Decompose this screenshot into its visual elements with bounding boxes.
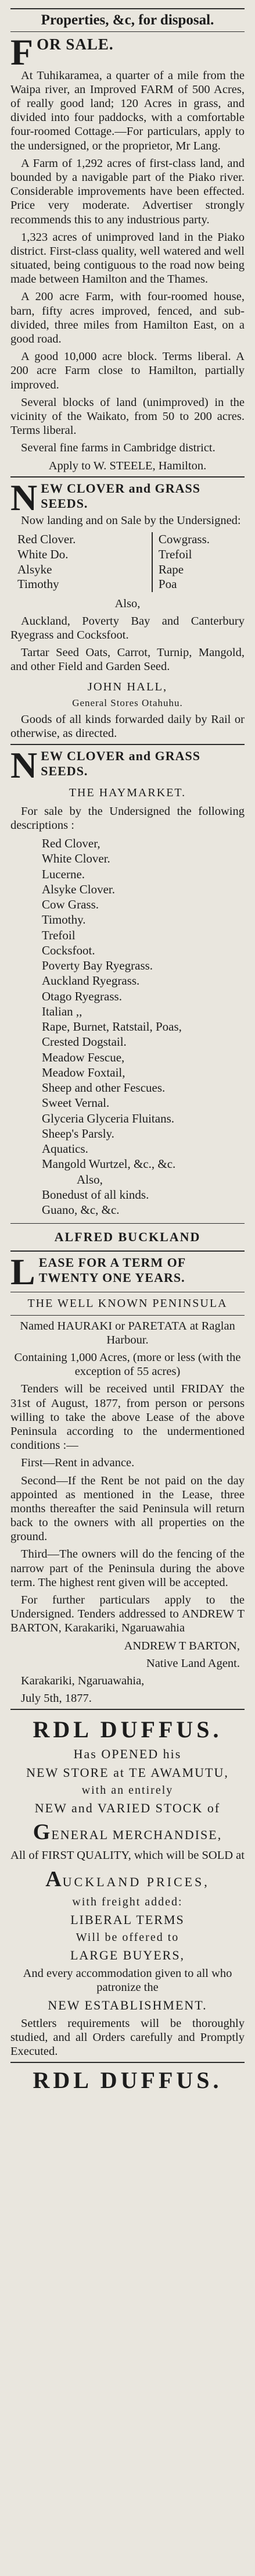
large-buyers: LARGE BUYERS, — [70, 1947, 185, 1962]
seed-item: Alsyke — [17, 562, 52, 576]
signer-title: Native Land Agent. — [146, 1656, 240, 1670]
property-paragraph: A good 10,000 acre block. Terms liberal. A 200 acre Farm close to Hamilton, partially improved. — [10, 350, 245, 391]
seed-item: Meadow Fescue, — [42, 1050, 125, 1064]
clover-heading — [10, 749, 245, 781]
quality-text: All of FIRST QUALITY, which will be SOLD at — [10, 1849, 245, 1862]
auckland-prices — [10, 1866, 245, 1892]
general-merchandise — [10, 1819, 245, 1845]
seed-item: Trefoil — [42, 928, 76, 942]
new-store: NEW STORE at TE AWAMUTU, — [26, 1765, 229, 1780]
peninsula-size: Containing 1,000 Acres, (more or less (with the exception of 55 acres) — [14, 1351, 241, 1378]
seed-column-right — [152, 532, 210, 592]
seed-item: Cocksfoot. — [42, 943, 95, 957]
place-line: Karakariki, Ngaruawahia, — [21, 1674, 145, 1687]
properties-title: Properties, &c, for disposal. — [41, 12, 214, 28]
seed-item: Sheep's Parsly. — [42, 1126, 114, 1141]
seed-item: Bonedust of all kinds. — [42, 1187, 149, 1202]
drop-cap: A — [45, 1866, 63, 1891]
seed-item: Poa — [158, 577, 177, 592]
clover-intro: For sale by the Undersigned the following descriptions : — [10, 804, 245, 832]
clover-heading — [10, 481, 245, 514]
new-varied-stock: NEW and VARIED STOCK of — [34, 1801, 221, 1816]
property-paragraph: Several blocks of land (unimproved) in the vicinity of the Waikato, from 50 to 200 acres. Terms liberal. — [10, 396, 245, 437]
lease-heading-text: EASE FOR A TERM OF TWENTY ONE YEARS. — [38, 1255, 186, 1285]
offered-text: Will be offered to — [76, 1930, 179, 1944]
with-entirely: with an entirely — [81, 1784, 174, 1797]
tenders-text: Tenders will be received until FRIDAY the 31st of August, 1877, from person or persons willing to take the above Lease of the above Peninsula according to the undermentioned conditions :— — [10, 1383, 245, 1452]
seed-item: Trefoil — [158, 547, 192, 561]
seed-item: Alsyke Clover. — [42, 882, 115, 896]
seed-item: Guano, &c, &c. — [42, 1203, 120, 1217]
property-paragraph: 1,323 acres of unimproved land in the Piako district. First-class quality, well watered and well situated, being contiguous to the road now being made between Hamilton and the Thames. — [10, 230, 245, 286]
seed-item: White Do. — [17, 547, 69, 561]
divider — [10, 476, 245, 478]
signer-title: General Stores Otahuhu. — [72, 697, 183, 708]
lease-ad — [10, 1255, 245, 1710]
condition-second: Second—If the Rent be not paid on the day appointed as mentioned in the Lease, three months thereafter the said Peninsula will return back to the owners with all properties on the ground. — [10, 1474, 245, 1544]
seed-item: Lucerne. — [42, 867, 85, 881]
drop-cap: N — [10, 480, 38, 514]
seed-item: Mangold Wurtzel, &c., &c. — [42, 1157, 176, 1171]
seed-item: White Clover. — [42, 851, 110, 866]
freight-text: with freight added: — [72, 1895, 183, 1908]
merchant-name-footer: RDL DUFFUS. — [33, 2067, 222, 2094]
liberal-terms: LIBERAL TERMS — [70, 1912, 185, 1927]
seed-item: Red Clover, — [42, 836, 100, 851]
seed-item: Auckland Ryegrass. — [42, 974, 140, 988]
general-merchandise-text: ENERAL MERCHANDISE, — [51, 1827, 222, 1843]
settlers-text: Settlers requirements will be thoroughly studied, and all Orders carefully and Promptly Executed. — [10, 2016, 245, 2058]
accommodation-text: And every accommodation given to all who patronize the — [23, 1966, 232, 1994]
property-paragraph: A Farm of 1,292 acres of first-class land, and bounded by a navigable part of the Piako river. Considerable improvements have been effected. Price very moderate. Advertiser strongly recommends this to any industrious party. — [10, 156, 245, 226]
also-text: Auckland, Poverty Bay and Canterbury Ryegrass and Cocksfoot. — [10, 614, 245, 642]
seed-item: Rape, Burnet, Ratstail, Poas, — [42, 1020, 182, 1034]
haymarket-label: THE HAYMARKET. — [69, 786, 186, 799]
seed-column-left — [17, 532, 76, 592]
drop-cap: N — [10, 749, 38, 782]
seed-item: Red Clover. — [17, 532, 76, 547]
peninsula-label: THE WELL KNOWN PENINSULA — [27, 1296, 228, 1310]
seed-item: Aquatics. — [42, 1142, 88, 1156]
for-sale-label: OR SALE. — [37, 35, 114, 54]
merchant-name: RDL DUFFUS. — [33, 1716, 222, 1743]
peninsula-name: Named HAURAKI or PAREТАТА at Raglan Harbour. — [20, 1319, 235, 1346]
has-opened: Has OPENED his — [73, 1747, 182, 1762]
seed-item: Meadow Foxtail, — [42, 1065, 125, 1079]
clover-intro: Now landing and on Sale by the Undersigned: — [21, 514, 241, 528]
divider — [10, 1709, 245, 1710]
duffus-ad — [10, 1716, 245, 2094]
seed-item: Crested Dogstail. — [42, 1035, 127, 1049]
condition-third: Third—The owners will do the fencing of the narrow part of the Peninsula during the above term. The highest rent given will be accepted. — [10, 1548, 245, 1589]
divider — [10, 744, 245, 745]
also-label: Also, — [114, 597, 141, 610]
signer-name: ALFRED BUCKLAND — [54, 1230, 201, 1245]
seed-item: Timothy. — [42, 913, 86, 927]
divider — [10, 1315, 245, 1316]
divider — [10, 2062, 245, 2063]
property-paragraph: At Tuhikaramea, a quarter of a mile from the Waipa river, an Improved FARM of 500 Acres, of really good land; 120 Acres in grass, and divided into four paddocks, with a comfortable four-roomed Cottage.—For particulars, apply to the undersigned, or the proprietor, Mr Lang. — [10, 69, 245, 152]
properties-ad — [10, 8, 245, 478]
tartar-text: Tartar Seed Oats, Carrot, Turnip, Mangold, and other Field and Garden Seed. — [10, 646, 245, 674]
signer-name: JOHN HALL, — [87, 680, 168, 693]
divider — [10, 31, 245, 32]
divider — [10, 1223, 245, 1224]
drop-cap: G — [33, 1820, 52, 1845]
new-establishment: NEW ESTABLISHMENT. — [48, 1997, 207, 2012]
seed-item: Timothy — [17, 577, 59, 592]
seed-item: Sweet Vernal. — [42, 1096, 110, 1110]
for-sale-heading — [10, 35, 245, 68]
seed-item: Glyceria Glyceria Fluitans. — [42, 1111, 175, 1125]
clover-ad-buckland — [10, 749, 245, 1252]
particulars-text: For further particulars apply to the Undersigned. Tenders addressed to ANDREW T BARTON, Karakariki, Ngaruawahia — [10, 1594, 245, 1635]
seed-item: Poverty Bay Ryegrass. — [42, 959, 153, 973]
seed-columns — [17, 532, 245, 592]
seed-item: Otago Ryegrass. — [42, 989, 122, 1003]
lease-heading — [10, 1255, 245, 1288]
drop-cap: F — [10, 35, 34, 69]
seed-item: Cowgrass. — [158, 532, 210, 547]
seed-item: Also, — [77, 1172, 103, 1187]
delivery-note: Goods of all kinds forwarded daily by Rail or otherwise, as directed. — [10, 712, 245, 740]
seed-item: Rape — [158, 562, 184, 576]
auckland-prices-text: UCKLAND PRICES, — [62, 1874, 210, 1889]
clover-heading-text: EW CLOVER and GRASS SEEDS. — [41, 480, 200, 511]
property-paragraph: Several fine farms in Cambridge district. — [21, 441, 216, 455]
drop-cap: L — [10, 1255, 35, 1288]
condition-first: First—Rent in advance. — [21, 1456, 135, 1470]
apply-line: Apply to W. STEELE, Hamilton. — [48, 459, 207, 472]
seed-item: Italian ,, — [42, 1004, 82, 1018]
signer-name: ANDREW T BARTON, — [124, 1639, 240, 1652]
seed-item: Sheep and other Fescues. — [42, 1081, 166, 1095]
clover-heading-text: EW CLOVER and GRASS SEEDS. — [41, 749, 200, 779]
divider — [10, 1250, 245, 1252]
clover-ad-hall — [10, 481, 245, 746]
property-paragraph: A 200 acre Farm, with four-roomed house, barn, fifty acres improved, fenced, and sub-divided, three miles from Hamilton East, on a good road. — [10, 290, 245, 346]
date-line: July 5th, 1877. — [21, 1692, 92, 1705]
seed-list — [42, 836, 245, 1217]
divider — [10, 8, 245, 9]
seed-item: Cow Grass. — [42, 897, 99, 912]
